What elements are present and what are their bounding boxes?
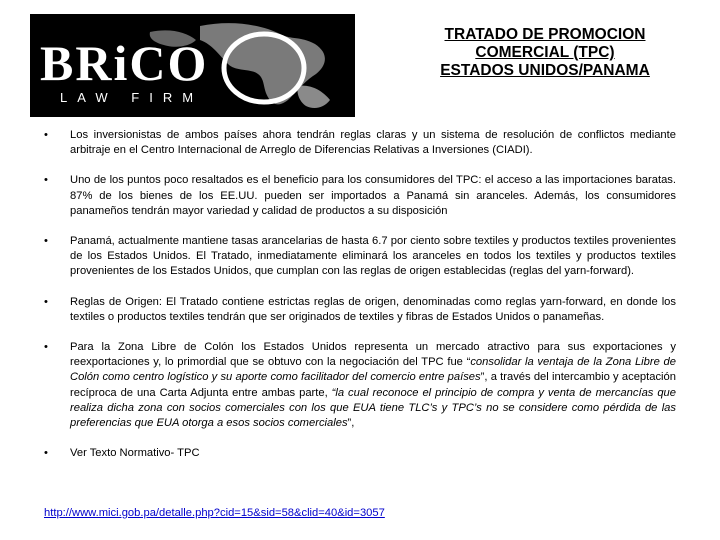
bullet-text: Panamá, actualmente mantiene tasas arancelarias de hasta 6.7 por ciento sobre textiles y productos textiles provenientes de los Estados Unidos. El Tratado, inmediatamente eliminará los aranceles en todos los textiles y productos textiles provenientes de los Estados Unidos, que cumplan con las reglas de origen establecidas (reglas del yarn-forward).: [70, 235, 676, 278]
bullet-quote-italic: consolidar la ventaja de la Zona Libre de Colón como centro logístico y su aporte como facilitador del comercio entre países: [70, 356, 676, 384]
bullet-text: Ver Texto Normativo- TPC: [70, 447, 200, 460]
bullet-text: Reglas de Origen: El Tratado contiene estrictas reglas de origen, denominadas como reglas yarn-forward, en donde los textiles o productos textiles tendrán que ser originados de textiles y fibras de Estados Unidos o panameñas.: [70, 295, 676, 323]
bullet-dot: •: [44, 235, 48, 248]
list-item: [44, 173, 676, 219]
bullet-text-part: Para la Zona Libre de Colón los Estados Unidos representa un mercado atractivo para sus exportaciones y reexportaciones y, lo primordial que se obtuvo con la negociación del TPC fue “: [70, 341, 676, 369]
list-item: [44, 295, 676, 325]
logo-subtitle-text: LAW FIRM: [60, 90, 204, 105]
list-item: [44, 340, 676, 431]
page-title: [370, 26, 720, 80]
bullet-text: Uno de los puntos poco resaltados es el beneficio para los consumidores del TPC: el acceso a las importaciones baratas. 87% de los bienes de los EE.UU. pueden ser importados a Panamá sin aranceles. Además, los consumidores panameños tendrán mayor variedad y calidad de productos a su disposición: [70, 174, 676, 217]
bullet-dot: •: [44, 129, 48, 141]
bullet-text-part: ”, a través del intercambio y aceptación recíproca de una Carta Adjunta entre ambas parte,: [70, 371, 676, 399]
title-line-3: ESTADOS UNIDOS/PANAMA: [440, 62, 650, 79]
brico-logo: [30, 14, 355, 117]
bullet-text: [70, 341, 676, 429]
bullet-text: Los inversionistas de ambos países ahora tendrán reglas claras y un sistema de resolución de conflictos mediante arbitraje en el Centro Internacional de Arreglo de Diferencias Relativas a Inversiones (CIADI).: [70, 129, 676, 157]
reference-link[interactable]: http://www.mici.gob.pa/detalle.php?cid=15&sid=58&clid=40&id=3057: [44, 507, 385, 519]
title-line-1: TRATADO DE PROMOCION: [444, 26, 646, 43]
bullet-quote-italic: “la cual reconoce el principio de compra y venta de mercancías que realiza dicha zona con socios comerciales con los que EUA tiene TLC’s y TPC’s no se considere como pérdida de las preferencias que EUA otorga a esos socios comerciales: [70, 386, 677, 430]
bullet-dot: •: [44, 174, 48, 187]
bullet-list: [44, 128, 676, 476]
list-item: [44, 446, 676, 461]
bullet-dot: •: [44, 341, 48, 354]
list-item: [44, 234, 676, 280]
logo-brand-text: BRiCO: [40, 35, 209, 91]
list-item: [44, 128, 676, 158]
bullet-dot: •: [44, 447, 48, 460]
bullet-dot: •: [44, 295, 48, 308]
bullet-text-part: ”,: [347, 417, 355, 430]
title-line-2: COMERCIAL (TPC): [475, 44, 615, 61]
